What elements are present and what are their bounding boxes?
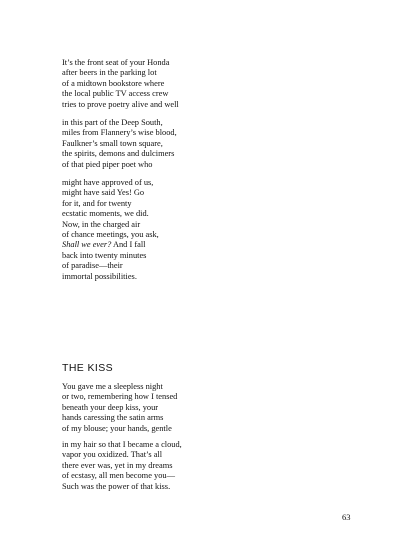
poem2-stanza-1 — [62, 382, 177, 434]
poem-line: hands caressing the satin arms — [62, 413, 164, 423]
poem-line: immortal possibilities. — [62, 271, 137, 281]
poem1-stanza-1 — [62, 58, 179, 110]
poem-line: after beers in the parking lot — [62, 68, 157, 78]
line-continuation: And I fall — [111, 240, 146, 250]
poem-line: tries to prove poetry alive and well — [62, 99, 179, 109]
poem-line: might have approved of us, — [62, 178, 154, 187]
poem-line — [62, 240, 159, 250]
poem1-stanza-3 — [62, 178, 153, 230]
poem-line: beneath your deep kiss, your — [62, 402, 159, 412]
poem-line: of that pied piper poet who — [62, 159, 153, 169]
poem-line: the spirits, demons and dulcimers — [62, 149, 175, 159]
poem-line: Such was the power of that kiss. — [62, 481, 171, 491]
poem2-stanza-2 — [62, 440, 182, 492]
poem-line: of paradise—their — [62, 261, 123, 271]
poem1-stanza-2 — [62, 118, 177, 170]
poem1-stanza-4 — [62, 230, 159, 282]
poem-line: in my hair so that I became a cloud, — [62, 440, 182, 449]
poem-line: back into twenty minutes — [62, 250, 147, 260]
poem-title: THE KISS — [62, 362, 114, 374]
poem-line: or two, remembering how I tensed — [62, 392, 178, 402]
poem-line: the local public TV access crew — [62, 89, 169, 99]
poem-line: might have said Yes! Go — [62, 188, 145, 198]
poem-line: of ecstasy, all men become you— — [62, 471, 175, 481]
poem-line: of my blouse; your hands, gentle — [62, 423, 172, 433]
poem-line: of a midtown bookstore where — [62, 78, 165, 88]
poem-line: Now, in the charged air — [62, 219, 141, 229]
poem-line: Faulkner’s small town square, — [62, 138, 163, 148]
poem-line: It’s the front seat of your Honda — [62, 58, 170, 67]
page-number: 63 — [342, 512, 351, 522]
poem-line: of chance meetings, you ask, — [62, 230, 159, 239]
italic-phrase: Shall we ever? — [62, 240, 112, 250]
poem-line: for it, and for twenty — [62, 198, 132, 208]
poem-line: vapor you oxidized. That’s all — [62, 450, 163, 460]
poem-line: ecstatic moments, we did. — [62, 209, 149, 219]
poem-line: miles from Flannery’s wise blood, — [62, 128, 177, 138]
poem-line: in this part of the Deep South, — [62, 118, 163, 127]
poem-line: there ever was, yet in my dreams — [62, 460, 173, 470]
poem-line: You gave me a sleepless night — [62, 382, 163, 391]
